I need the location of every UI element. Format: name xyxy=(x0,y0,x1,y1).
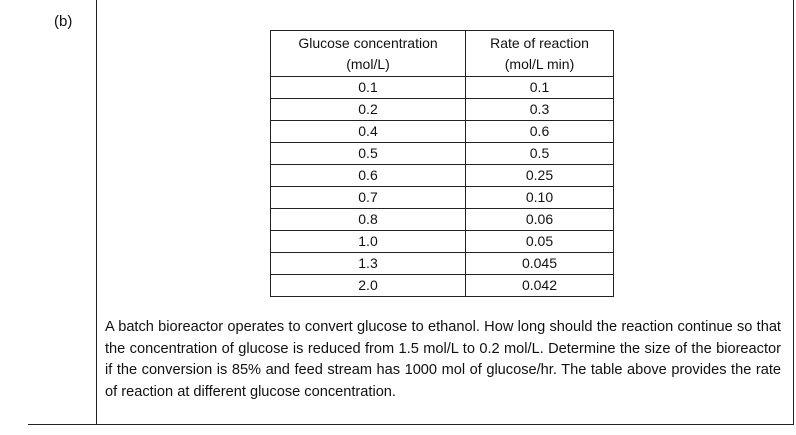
table-row xyxy=(271,209,614,231)
header-unit: (mol/L min) xyxy=(504,56,575,72)
glucose-concentration-cell: 2.0 xyxy=(271,275,466,297)
table-row xyxy=(271,99,614,121)
rate-of-reaction-cell: 0.25 xyxy=(466,165,614,187)
rate-of-reaction-cell: 0.05 xyxy=(466,231,614,253)
table-header-row xyxy=(271,31,614,77)
header-unit: (mol/L) xyxy=(346,56,390,72)
question-text: A batch bioreactor operates to convert glucose to ethanol. How long should the reaction continue so that the concentration of glucose is reduced from 1.5 mol/L to 0.2 mol/L. Determine the size of the bioreactor if the conversion is 85% and feed stream has 1000 mol of glucose/hr. The table above provides the rate of reaction at different glucose concentration. xyxy=(105,319,781,400)
glucose-concentration-cell: 0.8 xyxy=(271,209,466,231)
glucose-concentration-cell: 1.3 xyxy=(271,253,466,275)
glucose-concentration-cell: 0.2 xyxy=(271,99,466,121)
glucose-concentration-cell: 0.6 xyxy=(271,165,466,187)
rate-data-table xyxy=(270,30,614,297)
table-row xyxy=(271,77,614,99)
rate-of-reaction-cell: 0.1 xyxy=(466,77,614,99)
table-row xyxy=(271,231,614,253)
table-row xyxy=(271,121,614,143)
glucose-concentration-cell: 1.0 xyxy=(271,231,466,253)
part-label: (b) xyxy=(54,13,73,30)
table-row xyxy=(271,165,614,187)
table-row xyxy=(271,253,614,275)
header-rate-of-reaction xyxy=(466,31,614,77)
glucose-concentration-cell: 0.1 xyxy=(271,77,466,99)
table-row xyxy=(271,143,614,165)
glucose-concentration-cell: 0.4 xyxy=(271,121,466,143)
rate-of-reaction-cell: 0.3 xyxy=(466,99,614,121)
glucose-concentration-cell: 0.5 xyxy=(271,143,466,165)
rate-of-reaction-cell: 0.06 xyxy=(466,209,614,231)
rate-of-reaction-cell: 0.5 xyxy=(466,143,614,165)
rate-of-reaction-cell: 0.042 xyxy=(466,275,614,297)
glucose-concentration-cell: 0.7 xyxy=(271,187,466,209)
header-line: Glucose concentration xyxy=(298,35,438,51)
column-divider xyxy=(96,0,97,425)
rate-of-reaction-cell: 0.10 xyxy=(466,187,614,209)
table-body xyxy=(271,77,614,297)
rate-of-reaction-cell: 0.045 xyxy=(466,253,614,275)
header-glucose-concentration xyxy=(271,31,466,77)
table-row xyxy=(271,275,614,297)
rate-of-reaction-cell: 0.6 xyxy=(466,121,614,143)
header-line: Rate of reaction xyxy=(490,35,589,51)
table-row xyxy=(271,187,614,209)
